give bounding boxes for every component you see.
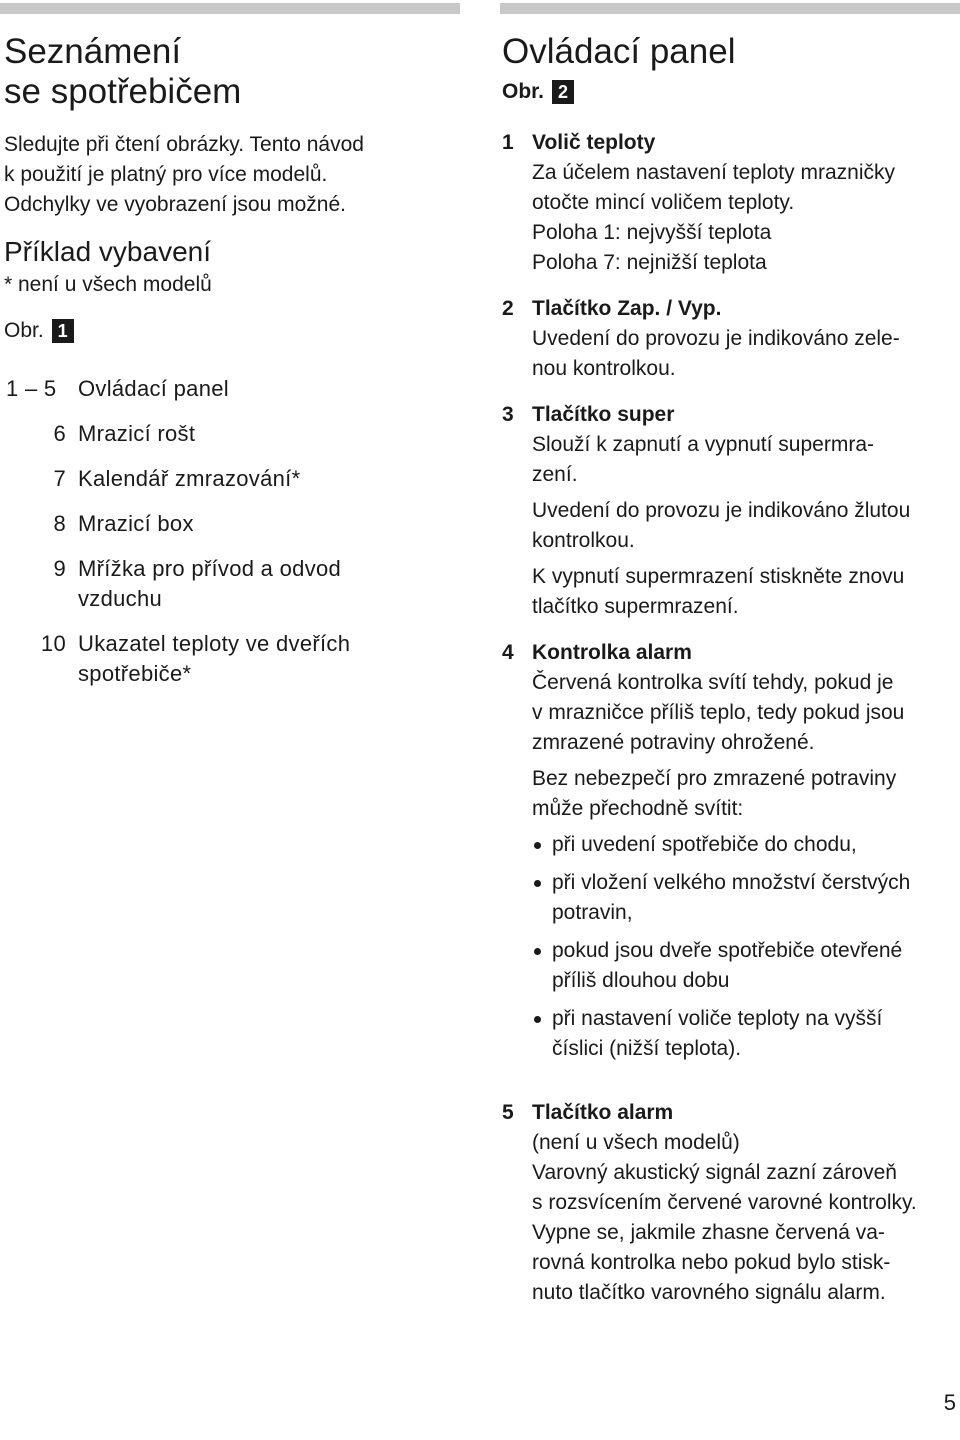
item-title: Kontrolka alarm xyxy=(532,641,692,664)
item-line: zení. xyxy=(532,463,578,486)
legend-text: Mrazicí rošt xyxy=(78,421,196,446)
item-number: 5 xyxy=(502,1101,514,1124)
item-line: (není u všech modelů) xyxy=(532,1131,740,1154)
legend-text: Mřížka pro přívod a odvod xyxy=(78,556,342,581)
control-item xyxy=(500,400,960,622)
figure-number-badge: 2 xyxy=(552,80,574,104)
legend-number: 1 – 5 xyxy=(6,376,57,401)
section-title-line-2: se spotřebičem xyxy=(4,72,242,111)
legend-text: vzduchu xyxy=(78,586,163,611)
right-column xyxy=(500,0,960,1324)
item-paragraph xyxy=(532,496,960,556)
item-line: otočte mincí voličem teploty. xyxy=(532,191,795,214)
item-title: Tlačítko Zap. / Vyp. xyxy=(532,297,722,320)
section-bar xyxy=(500,3,960,14)
item-paragraph xyxy=(532,324,960,384)
left-column xyxy=(0,0,462,704)
item-line: nuto tlačítko varovného signálu alarm. xyxy=(532,1281,886,1304)
item-paragraph xyxy=(532,158,960,278)
figure-number-badge: 1 xyxy=(52,319,74,343)
item-line: Bez nebezpečí pro zmrazené potraviny xyxy=(532,767,897,790)
legend-text: Kalendář zmrazování* xyxy=(78,466,301,491)
bullet-line: při vložení velkého množství čerstvých xyxy=(552,871,911,894)
bullet-item xyxy=(532,936,960,996)
legend-item xyxy=(0,554,462,614)
legend-text: Mrazicí box xyxy=(78,511,194,536)
item-number: 3 xyxy=(502,403,514,426)
figure-reference xyxy=(502,78,960,106)
item-line: Varovný akustický signál zazní zároveň xyxy=(532,1161,897,1184)
item-paragraph xyxy=(532,1128,960,1308)
bullet-dot-icon xyxy=(532,936,552,996)
control-item xyxy=(500,1098,960,1308)
intro-line: k použití je platný pro více modelů. xyxy=(4,163,328,186)
legend-text: Ovládací panel xyxy=(78,376,229,401)
item-title: Volič teploty xyxy=(532,131,656,154)
bullet-line: potravin, xyxy=(552,901,633,924)
bullet-item xyxy=(532,1004,960,1064)
item-line: Za účelem nastavení teploty mrazničky xyxy=(532,161,895,184)
item-line: v mrazničce příliš teplo, tedy pokud jsou xyxy=(532,701,905,724)
item-line: K vypnutí supermrazení stiskněte znovu xyxy=(532,565,905,588)
legend-item xyxy=(0,629,462,689)
bullet-line: pokud jsou dveře spotřebiče otevřené xyxy=(552,939,903,962)
bullet-list xyxy=(532,830,960,1064)
item-line: Uvedení do provozu je indikováno žlutou xyxy=(532,499,911,522)
control-items xyxy=(500,128,960,1308)
figure-reference xyxy=(4,317,462,345)
legend-number: 9 xyxy=(53,556,66,581)
item-paragraph xyxy=(532,430,960,490)
intro-paragraph xyxy=(4,130,462,220)
example-heading: Příklad vybavení xyxy=(4,236,211,267)
item-paragraph xyxy=(532,764,960,824)
item-line: může přechodně svítit: xyxy=(532,797,744,820)
legend-number: 10 xyxy=(40,631,66,656)
item-line: rovná kontrolka nebo pokud bylo stisk- xyxy=(532,1251,891,1274)
legend-item xyxy=(0,374,462,404)
bullet-line: při uvedení spotřebiče do chodu, xyxy=(552,833,857,856)
legend-number: 8 xyxy=(53,511,66,536)
control-item xyxy=(500,294,960,384)
item-line: Červená kontrolka svítí tehdy, pokud je xyxy=(532,671,894,694)
bullet-item xyxy=(532,868,960,928)
section-title xyxy=(4,32,462,112)
bullet-line: při nastavení voliče teploty na vyšší xyxy=(552,1007,883,1030)
item-paragraph xyxy=(532,562,960,622)
legend-item xyxy=(0,464,462,494)
bullet-dot-icon xyxy=(532,1004,552,1064)
bullet-line: číslici (nižší teplota). xyxy=(552,1037,742,1060)
legend-number: 7 xyxy=(53,466,66,491)
legend-item xyxy=(0,419,462,449)
item-line: Vypne se, jakmile zhasne červená va- xyxy=(532,1221,885,1244)
item-line: Uvedení do provozu je indikováno zele- xyxy=(532,327,900,350)
legend-item xyxy=(0,509,462,539)
page-number: 5 xyxy=(943,1390,956,1415)
figure-label: Obr. xyxy=(4,319,44,342)
item-line: Poloha 1: nejvyšší teplota xyxy=(532,221,772,244)
legend-list xyxy=(0,374,462,689)
legend-text: Ukazatel teploty ve dveřích xyxy=(78,631,351,656)
item-title: Tlačítko alarm xyxy=(532,1101,674,1124)
item-line: Slouží k zapnutí a vypnutí supermra- xyxy=(532,433,874,456)
item-paragraph xyxy=(532,668,960,758)
figure-label: Obr. xyxy=(502,80,545,103)
bullet-dot-icon xyxy=(532,868,552,928)
item-title: Tlačítko super xyxy=(532,403,675,426)
control-item xyxy=(500,128,960,278)
item-line: Poloha 7: nejnižší teplota xyxy=(532,251,767,274)
section-bar xyxy=(0,3,460,14)
bullet-dot-icon xyxy=(532,830,552,860)
item-number: 4 xyxy=(502,641,514,664)
intro-line: Sledujte při čtení obrázky. Tento návod xyxy=(4,133,364,156)
item-line: zmrazené potraviny ohrožené. xyxy=(532,731,815,754)
intro-line: Odchylky ve vyobrazení jsou možné. xyxy=(4,193,346,216)
legend-text: spotřebiče* xyxy=(78,661,192,686)
control-panel-title: Ovládací panel xyxy=(502,32,736,71)
item-line: nou kontrolkou. xyxy=(532,357,676,380)
item-line: tlačítko supermrazení. xyxy=(532,595,739,618)
item-line: s rozsvícením červené varovné kontrolky. xyxy=(532,1191,917,1214)
item-number: 1 xyxy=(502,131,514,154)
legend-number: 6 xyxy=(53,421,66,446)
example-note: * není u všech modelů xyxy=(4,273,212,296)
bullet-item xyxy=(532,830,960,860)
item-line: kontrolkou. xyxy=(532,529,635,552)
item-number: 2 xyxy=(502,297,514,320)
bullet-line: příliš dlouhou dobu xyxy=(552,969,730,992)
control-item xyxy=(500,638,960,1072)
section-title-line-1: Seznámení xyxy=(4,32,182,71)
